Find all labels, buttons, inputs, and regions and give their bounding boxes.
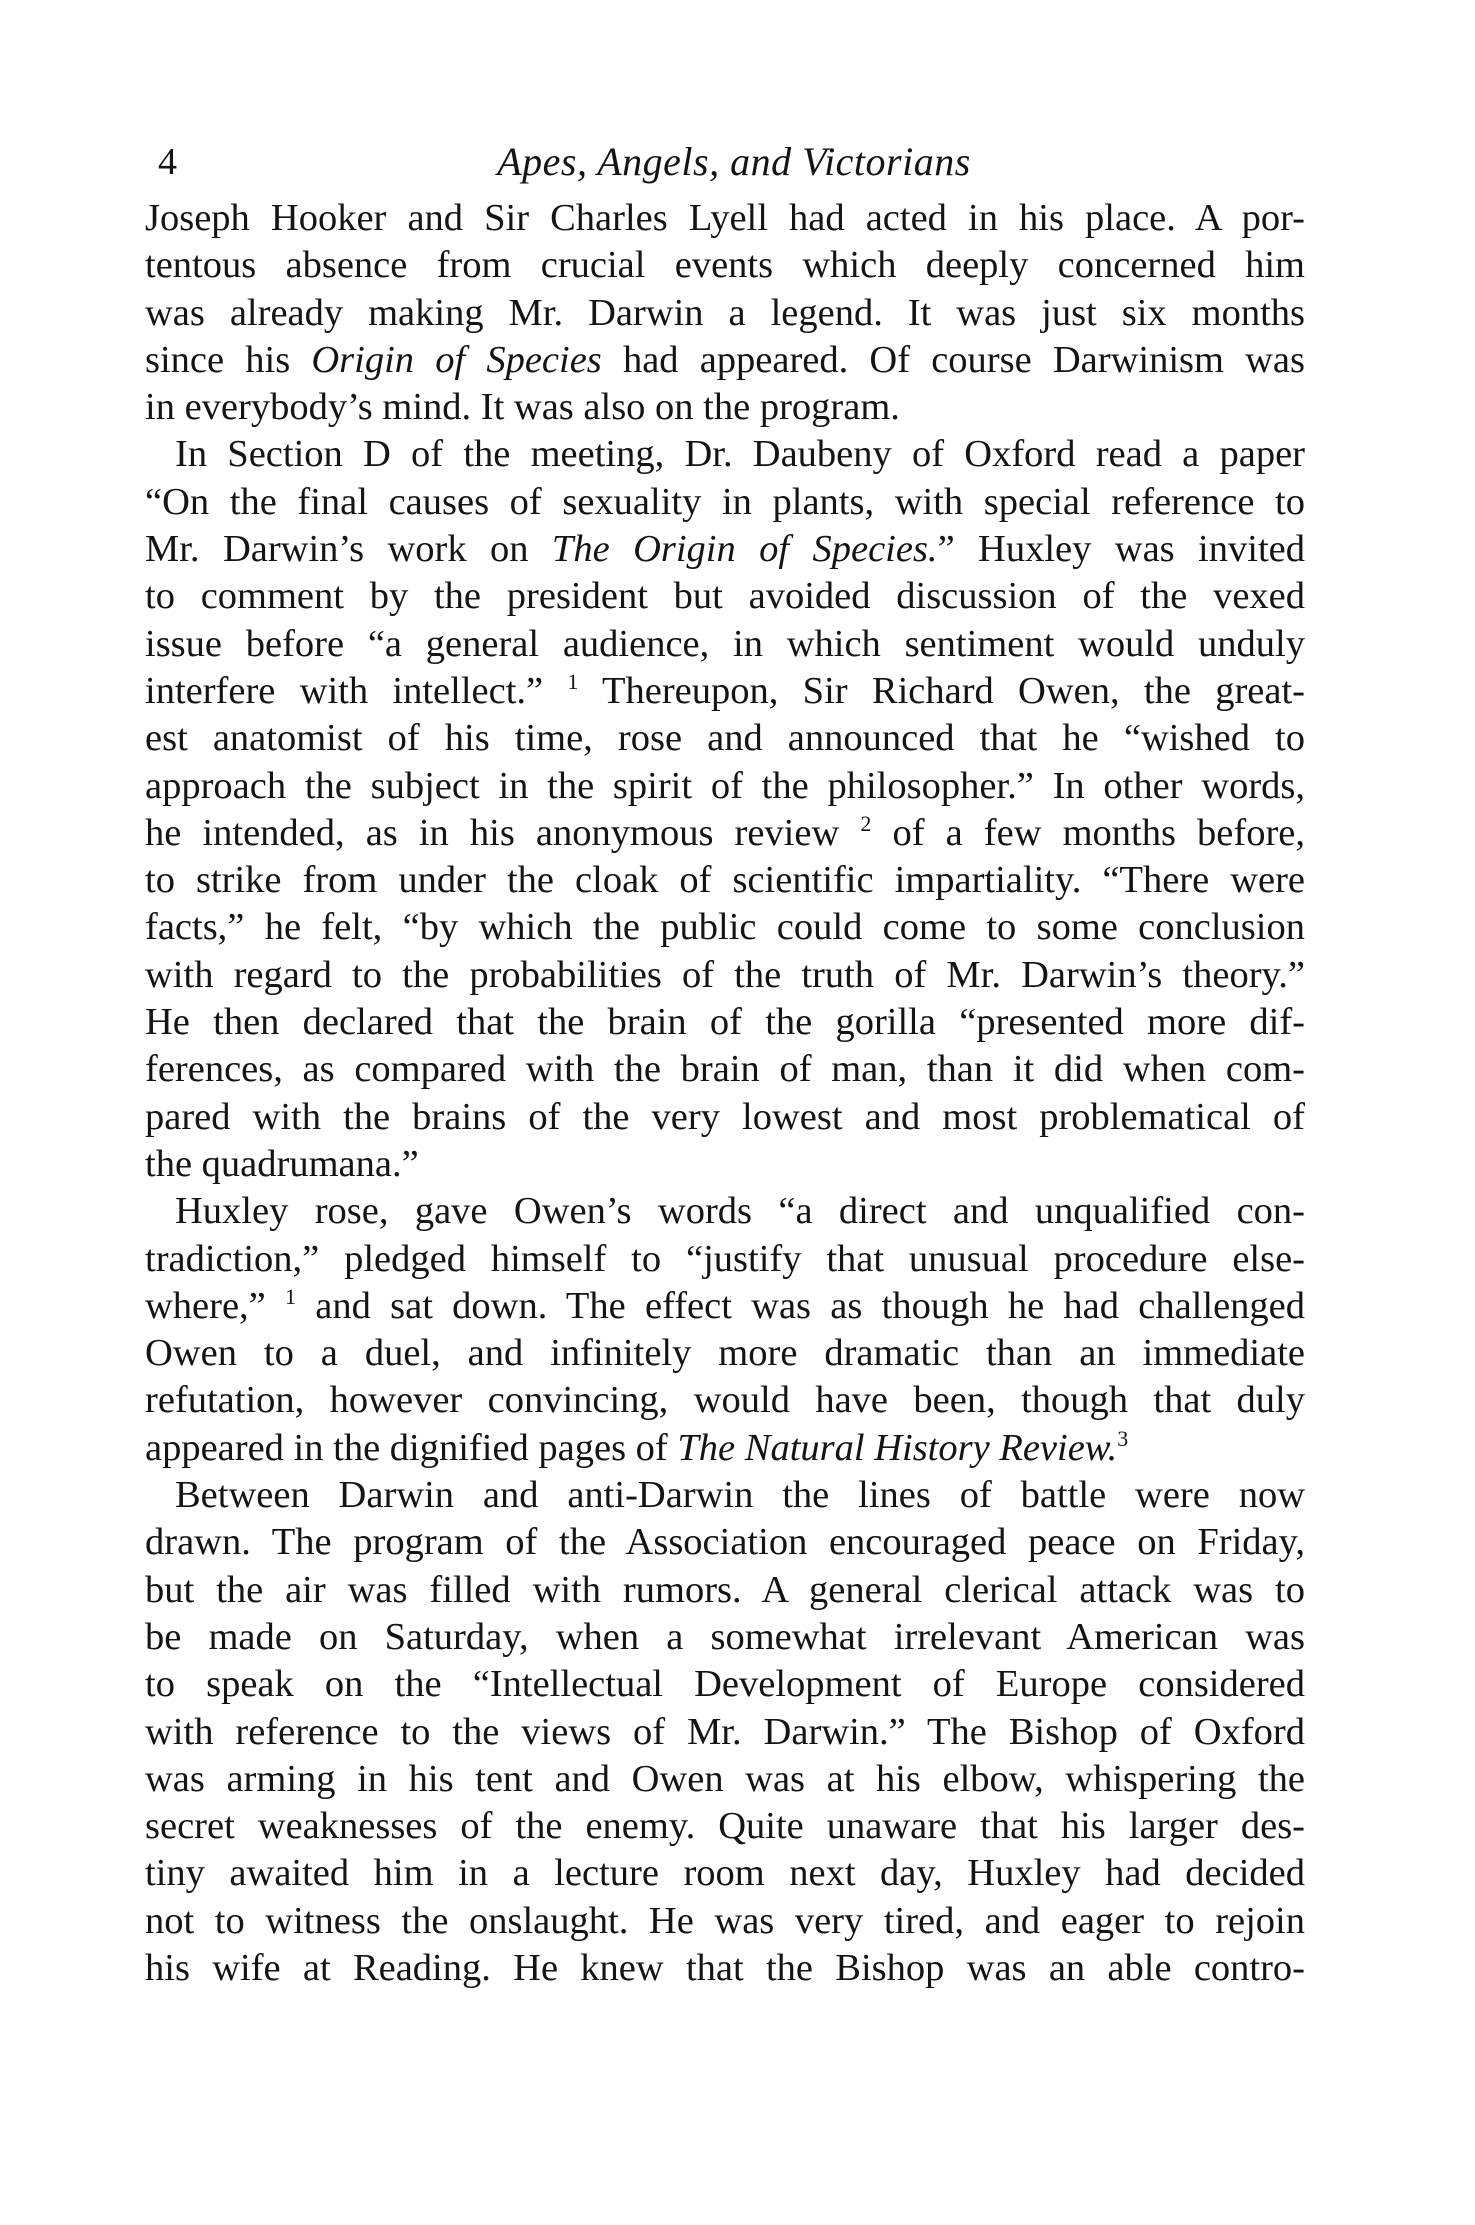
footnote-marker: 1: [285, 1283, 297, 1309]
footnote-marker: 1: [567, 668, 579, 694]
text-segment: tiny awaited him in a lecture room next day, Huxley had decided: [145, 1852, 1305, 1895]
text-line: [145, 1756, 1305, 1803]
text-line: [145, 763, 1305, 810]
text-line: [145, 1046, 1305, 1093]
text-segment: pared with the brains of the very lowest and most problematical of: [145, 1095, 1305, 1138]
text-segment: Thereupon, Sir Richard Owen, the great-: [578, 669, 1306, 712]
text-segment: interfere with intellect.”: [145, 669, 568, 712]
text-segment: drawn. The program of the Association encouraged peace on Friday,: [145, 1521, 1305, 1564]
text-segment: Mr. Darwin’s work on: [145, 528, 552, 571]
text-line: [145, 384, 1305, 431]
text-segment: In Section D of the meeting, Dr. Daubeny of Oxford read a paper: [175, 433, 1305, 476]
text-segment: appeared in the dignified pages of: [145, 1426, 678, 1469]
text-segment: “On the final causes of sexuality in plants, with special reference to: [145, 480, 1305, 523]
text-line: [145, 1661, 1305, 1708]
text-line: [145, 1283, 1305, 1330]
text-segment: with regard to the probabilities of the truth of Mr. Darwin’s theory.”: [145, 953, 1305, 996]
text-line: [145, 1567, 1305, 1614]
text-line: [145, 1850, 1305, 1897]
text-line: [145, 904, 1305, 951]
text-segment: approach the subject in the spirit of the philosopher.” In other words,: [145, 764, 1305, 807]
footnote-marker: 3: [1117, 1425, 1129, 1451]
text-line: [145, 1330, 1305, 1377]
text-line: [145, 242, 1305, 289]
text-line: [145, 1519, 1305, 1566]
text-line: [145, 1709, 1305, 1756]
text-segment: but the air was filled with rumors. A general clerical attack was to: [145, 1568, 1305, 1611]
italic-title: Origin of Species: [311, 338, 602, 381]
text-segment: not to witness the onslaught. He was very tired, and eager to rejoin: [145, 1899, 1305, 1942]
text-segment: the quadrumana.”: [145, 1142, 419, 1185]
text-line: [145, 1945, 1305, 1992]
text-segment: was arming in his tent and Owen was at his elbow, whispering the: [145, 1757, 1305, 1800]
page-header: [158, 140, 1310, 196]
text-line: [145, 1898, 1305, 1945]
text-segment: ferences, as compared with the brain of man, than it did when com-: [145, 1048, 1305, 1091]
text-line: [145, 431, 1305, 478]
text-line: [145, 999, 1305, 1046]
footnote-marker: 2: [860, 810, 872, 836]
text-segment: Between Darwin and anti-Darwin the lines of battle were now: [175, 1474, 1305, 1517]
text-segment: his wife at Reading. He knew that the Bishop was an able contro-: [145, 1946, 1305, 1989]
italic-title: The Natural History Review.: [677, 1426, 1118, 1469]
text-segment: Owen to a duel, and infinitely more dramatic than an immediate: [145, 1332, 1305, 1375]
text-segment: Joseph Hooker and Sir Charles Lyell had acted in his place. A por-: [145, 197, 1305, 239]
text-segment: be made on Saturday, when a somewhat irrelevant American was: [145, 1615, 1305, 1658]
body-text: [145, 195, 1305, 1992]
text-line: [145, 337, 1305, 384]
text-line: [145, 526, 1305, 573]
text-segment: was already making Mr. Darwin a legend. It was just six months: [145, 291, 1305, 334]
text-segment: had appeared. Of course Darwinism was: [601, 338, 1305, 381]
text-segment: of a few months before,: [871, 811, 1305, 854]
text-line: [145, 573, 1305, 620]
text-segment: since his: [145, 338, 312, 381]
text-segment: where,”: [145, 1284, 286, 1327]
text-line: [145, 195, 1305, 242]
text-line: [145, 668, 1305, 715]
text-segment: est anatomist of his time, rose and announced that he “wished to: [145, 717, 1305, 760]
text-segment: to strike from under the cloak of scientific impartiality. “There were: [145, 859, 1305, 902]
running-title: Apes, Angels, and Victorians: [497, 139, 971, 184]
text-segment: tentous absence from crucial events which deeply concerned him: [145, 244, 1305, 287]
text-line: [145, 1141, 1305, 1188]
text-segment: refutation, however convincing, would have been, though that duly: [145, 1379, 1305, 1422]
text-line: [145, 810, 1305, 857]
text-line: [145, 715, 1305, 762]
text-line: [145, 621, 1305, 668]
text-segment: issue before “a general audience, in which sentiment would unduly: [145, 622, 1305, 665]
text-segment: and sat down. The effect was as though he had challenged: [296, 1284, 1306, 1327]
text-line: [145, 1094, 1305, 1141]
text-segment: to comment by the president but avoided discussion of the vexed: [145, 575, 1305, 618]
text-segment: he intended, as in his anonymous review: [145, 811, 861, 854]
text-segment: He then declared that the brain of the gorilla “presented more dif-: [145, 1001, 1305, 1044]
text-segment: secret weaknesses of the enemy. Quite unaware that his larger des-: [145, 1805, 1305, 1848]
text-segment: in everybody’s mind. It was also on the program.: [145, 386, 900, 429]
text-line: [145, 1803, 1305, 1850]
text-segment: ” Huxley was invited: [937, 528, 1305, 571]
text-line: [145, 1377, 1305, 1424]
text-segment: to speak on the “Intellectual Development of Europe considered: [145, 1663, 1305, 1706]
text-segment: Huxley rose, gave Owen’s words “a direct and unqualified con-: [175, 1190, 1305, 1233]
text-line: [145, 479, 1305, 526]
text-segment: tradiction,” pledged himself to “justify that unusual procedure else-: [145, 1237, 1305, 1280]
text-line: [145, 1472, 1305, 1519]
italic-title: The Origin of Species.: [551, 528, 938, 571]
page-number: 4: [158, 141, 177, 183]
text-segment: facts,” he felt, “by which the public could come to some conclusion: [145, 906, 1305, 949]
text-line: [145, 1425, 1305, 1472]
text-line: [145, 1236, 1305, 1283]
text-line: [145, 857, 1305, 904]
text-line: [145, 1188, 1305, 1235]
text-line: [145, 290, 1305, 337]
text-segment: with reference to the views of Mr. Darwin.” The Bishop of Oxford: [145, 1710, 1305, 1753]
text-line: [145, 1614, 1305, 1661]
text-line: [145, 952, 1305, 999]
